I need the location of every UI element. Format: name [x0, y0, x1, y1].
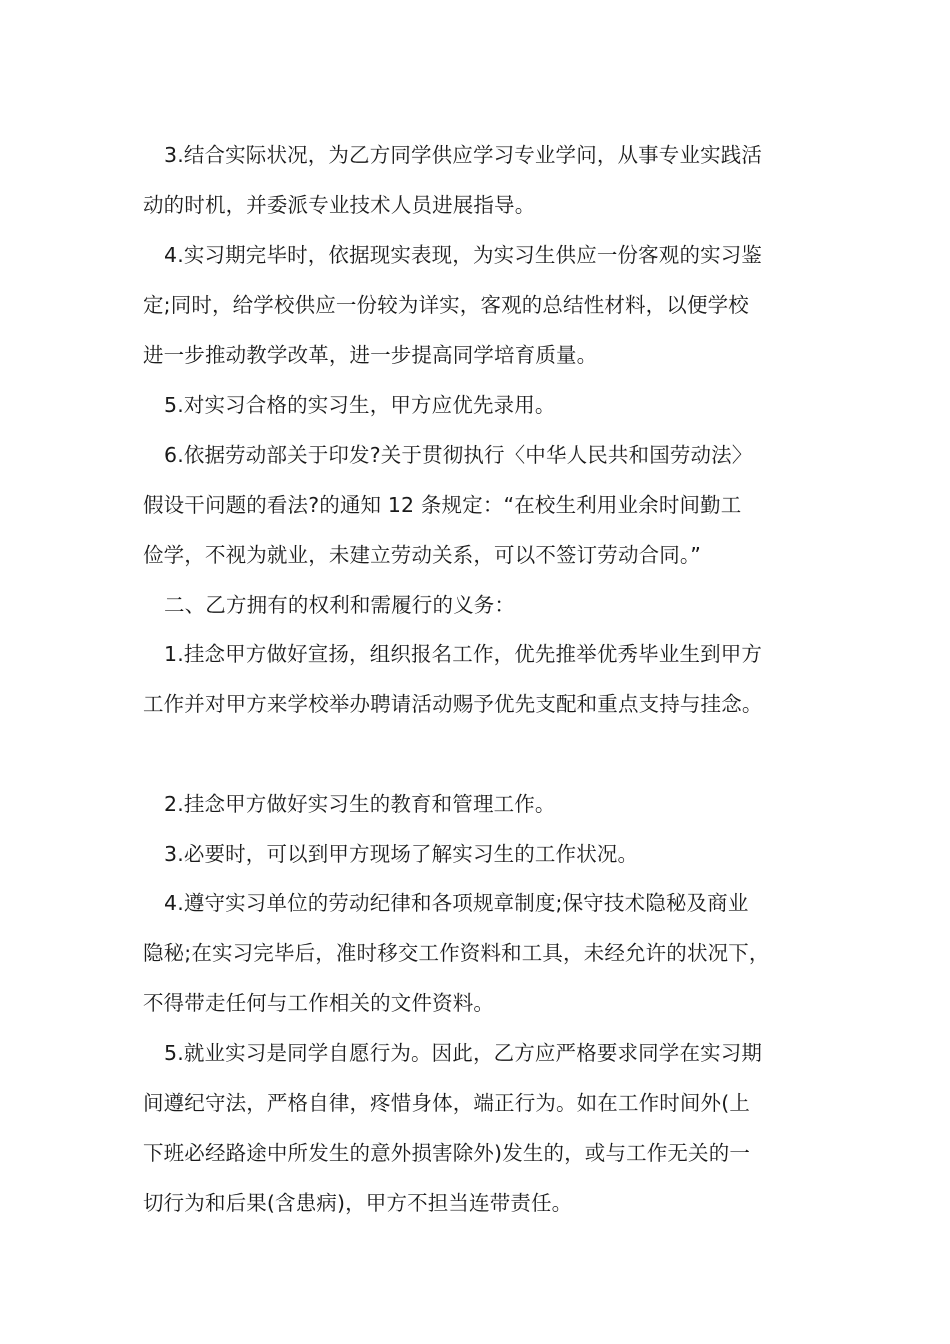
text-line: 5.对实习合格的实习生，甲方应优先录用。 — [164, 393, 556, 417]
text-line: 进一步推动教学改革，进一步提高同学培育质量。 — [143, 343, 598, 367]
text-line: 不得带走任何与工作相关的文件资料。 — [143, 991, 495, 1015]
text-line: 俭学，不视为就业，未建立劳动关系，可以不签订劳动合同。” — [143, 543, 702, 567]
text-line: 4.遵守实习单位的劳动纪律和各项规章制度;保守技术隐秘及商业 — [164, 891, 749, 915]
text-line: 间遵纪守法，严格自律，疼惜身体，端正行为。如在工作时间外(上 — [143, 1091, 750, 1115]
text-line: 假设干问题的看法?的通知 12 条规定：“在校生利用业余时间勤工 — [143, 493, 742, 517]
text-line: 4.实习期完毕时，依据现实表现，为实习生供应一份客观的实习鉴 — [164, 243, 763, 267]
text-line: 二、乙方拥有的权利和需履行的义务： — [164, 593, 516, 617]
text-line: 切行为和后果(含患病)，甲方不担当连带责任。 — [143, 1191, 573, 1215]
text-line: 3.必要时，可以到甲方现场了解实习生的工作状况。 — [164, 842, 639, 866]
text-line: 3.结合实际状况，为乙方同学供应学习专业学问，从事专业实践活 — [164, 143, 763, 167]
text-line: 1.挂念甲方做好宣扬，组织报名工作，优先推举优秀毕业生到甲方 — [164, 642, 763, 666]
text-line: 2.挂念甲方做好实习生的教育和管理工作。 — [164, 792, 556, 816]
text-line: 隐秘;在实习完毕后，准时移交工作资料和工具，未经允许的状况下， — [143, 941, 770, 965]
text-line: 定;同时，给学校供应一份较为详实，客观的总结性材料，以便学校 — [143, 293, 749, 317]
text-line: 动的时机，并委派专业技术人员进展指导。 — [143, 193, 536, 217]
text-line: 6.依据劳动部关于印发?关于贯彻执行〈中华人民共和国劳动法〉 — [164, 443, 753, 467]
text-line: 5.就业实习是同学自愿行为。因此，乙方应严格要求同学在实习期 — [164, 1041, 763, 1065]
text-line: 工作并对甲方来学校举办聘请活动赐予优先支配和重点支持与挂念。 — [143, 692, 763, 716]
text-line: 下班必经路途中所发生的意外损害除外)发生的，或与工作无关的一 — [143, 1141, 750, 1165]
